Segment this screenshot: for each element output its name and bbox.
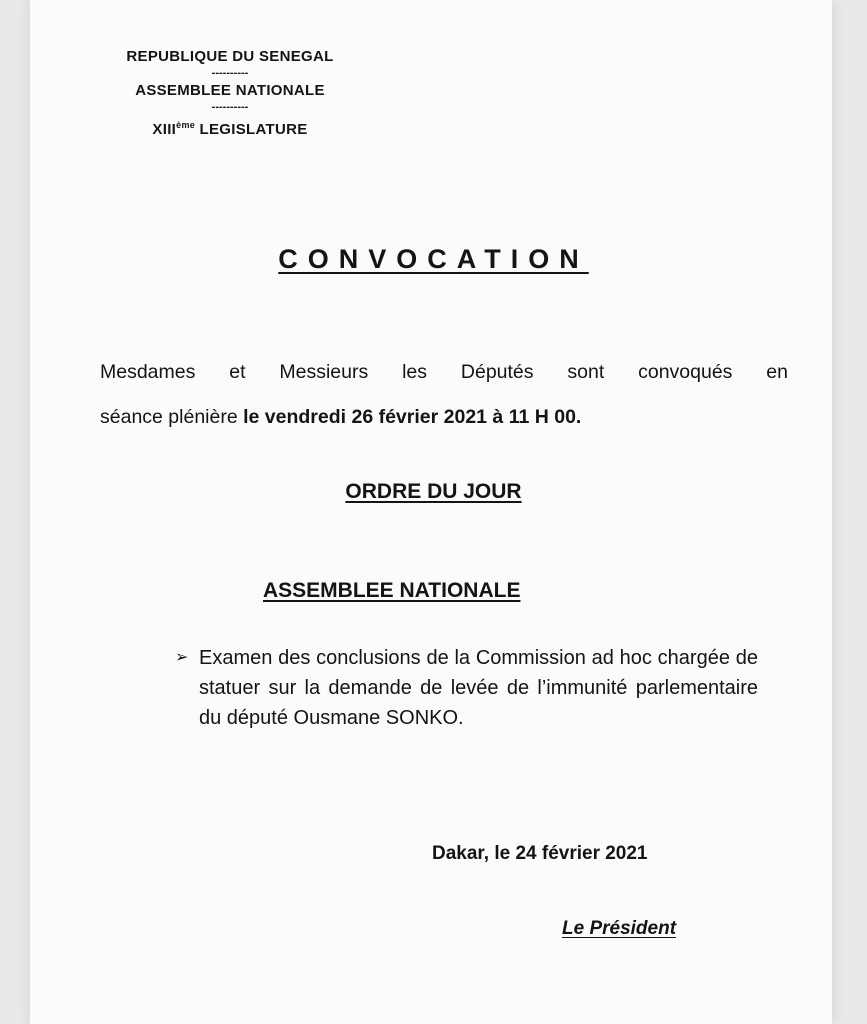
paragraph-line-2-prefix: séance plénière <box>100 406 244 428</box>
country-name: REPUBLIQUE DU SENEGAL <box>126 48 334 65</box>
session-date: le vendredi 26 février 2021 à 11 H 00. <box>243 406 582 428</box>
paragraph-line-1: Mesdames et Messieurs les Députés sont convoqués en <box>100 361 788 383</box>
institution-name: ASSEMBLEE NATIONALE <box>135 82 325 99</box>
arrow-bullet-icon: ➢ <box>175 649 189 666</box>
header-separator: ---------- <box>211 67 249 79</box>
legislature-word: LEGISLATURE <box>199 121 308 138</box>
document-title: CONVOCATION <box>278 244 589 274</box>
header-separator: ---------- <box>211 101 249 113</box>
letterhead <box>100 46 360 141</box>
legislature-suffix: ème <box>176 120 196 130</box>
document-page <box>30 0 832 1024</box>
legislature-number: XIII <box>152 121 177 138</box>
agenda-heading: ORDRE DU JOUR <box>345 480 522 503</box>
agenda-section-heading: ASSEMBLEE NATIONALE <box>263 579 521 602</box>
convocation-paragraph <box>100 350 788 440</box>
legislature <box>100 114 360 141</box>
agenda-item-text: Examen des conclusions de la Commission ad hoc chargée de statuer sur la demande de levée de l’immunité parlementaire du député Ousmane SONKO. <box>199 647 758 729</box>
signatory: Le Président <box>562 918 677 939</box>
agenda-item <box>175 643 758 733</box>
place-and-date: Dakar, le 24 février 2021 <box>432 843 648 864</box>
